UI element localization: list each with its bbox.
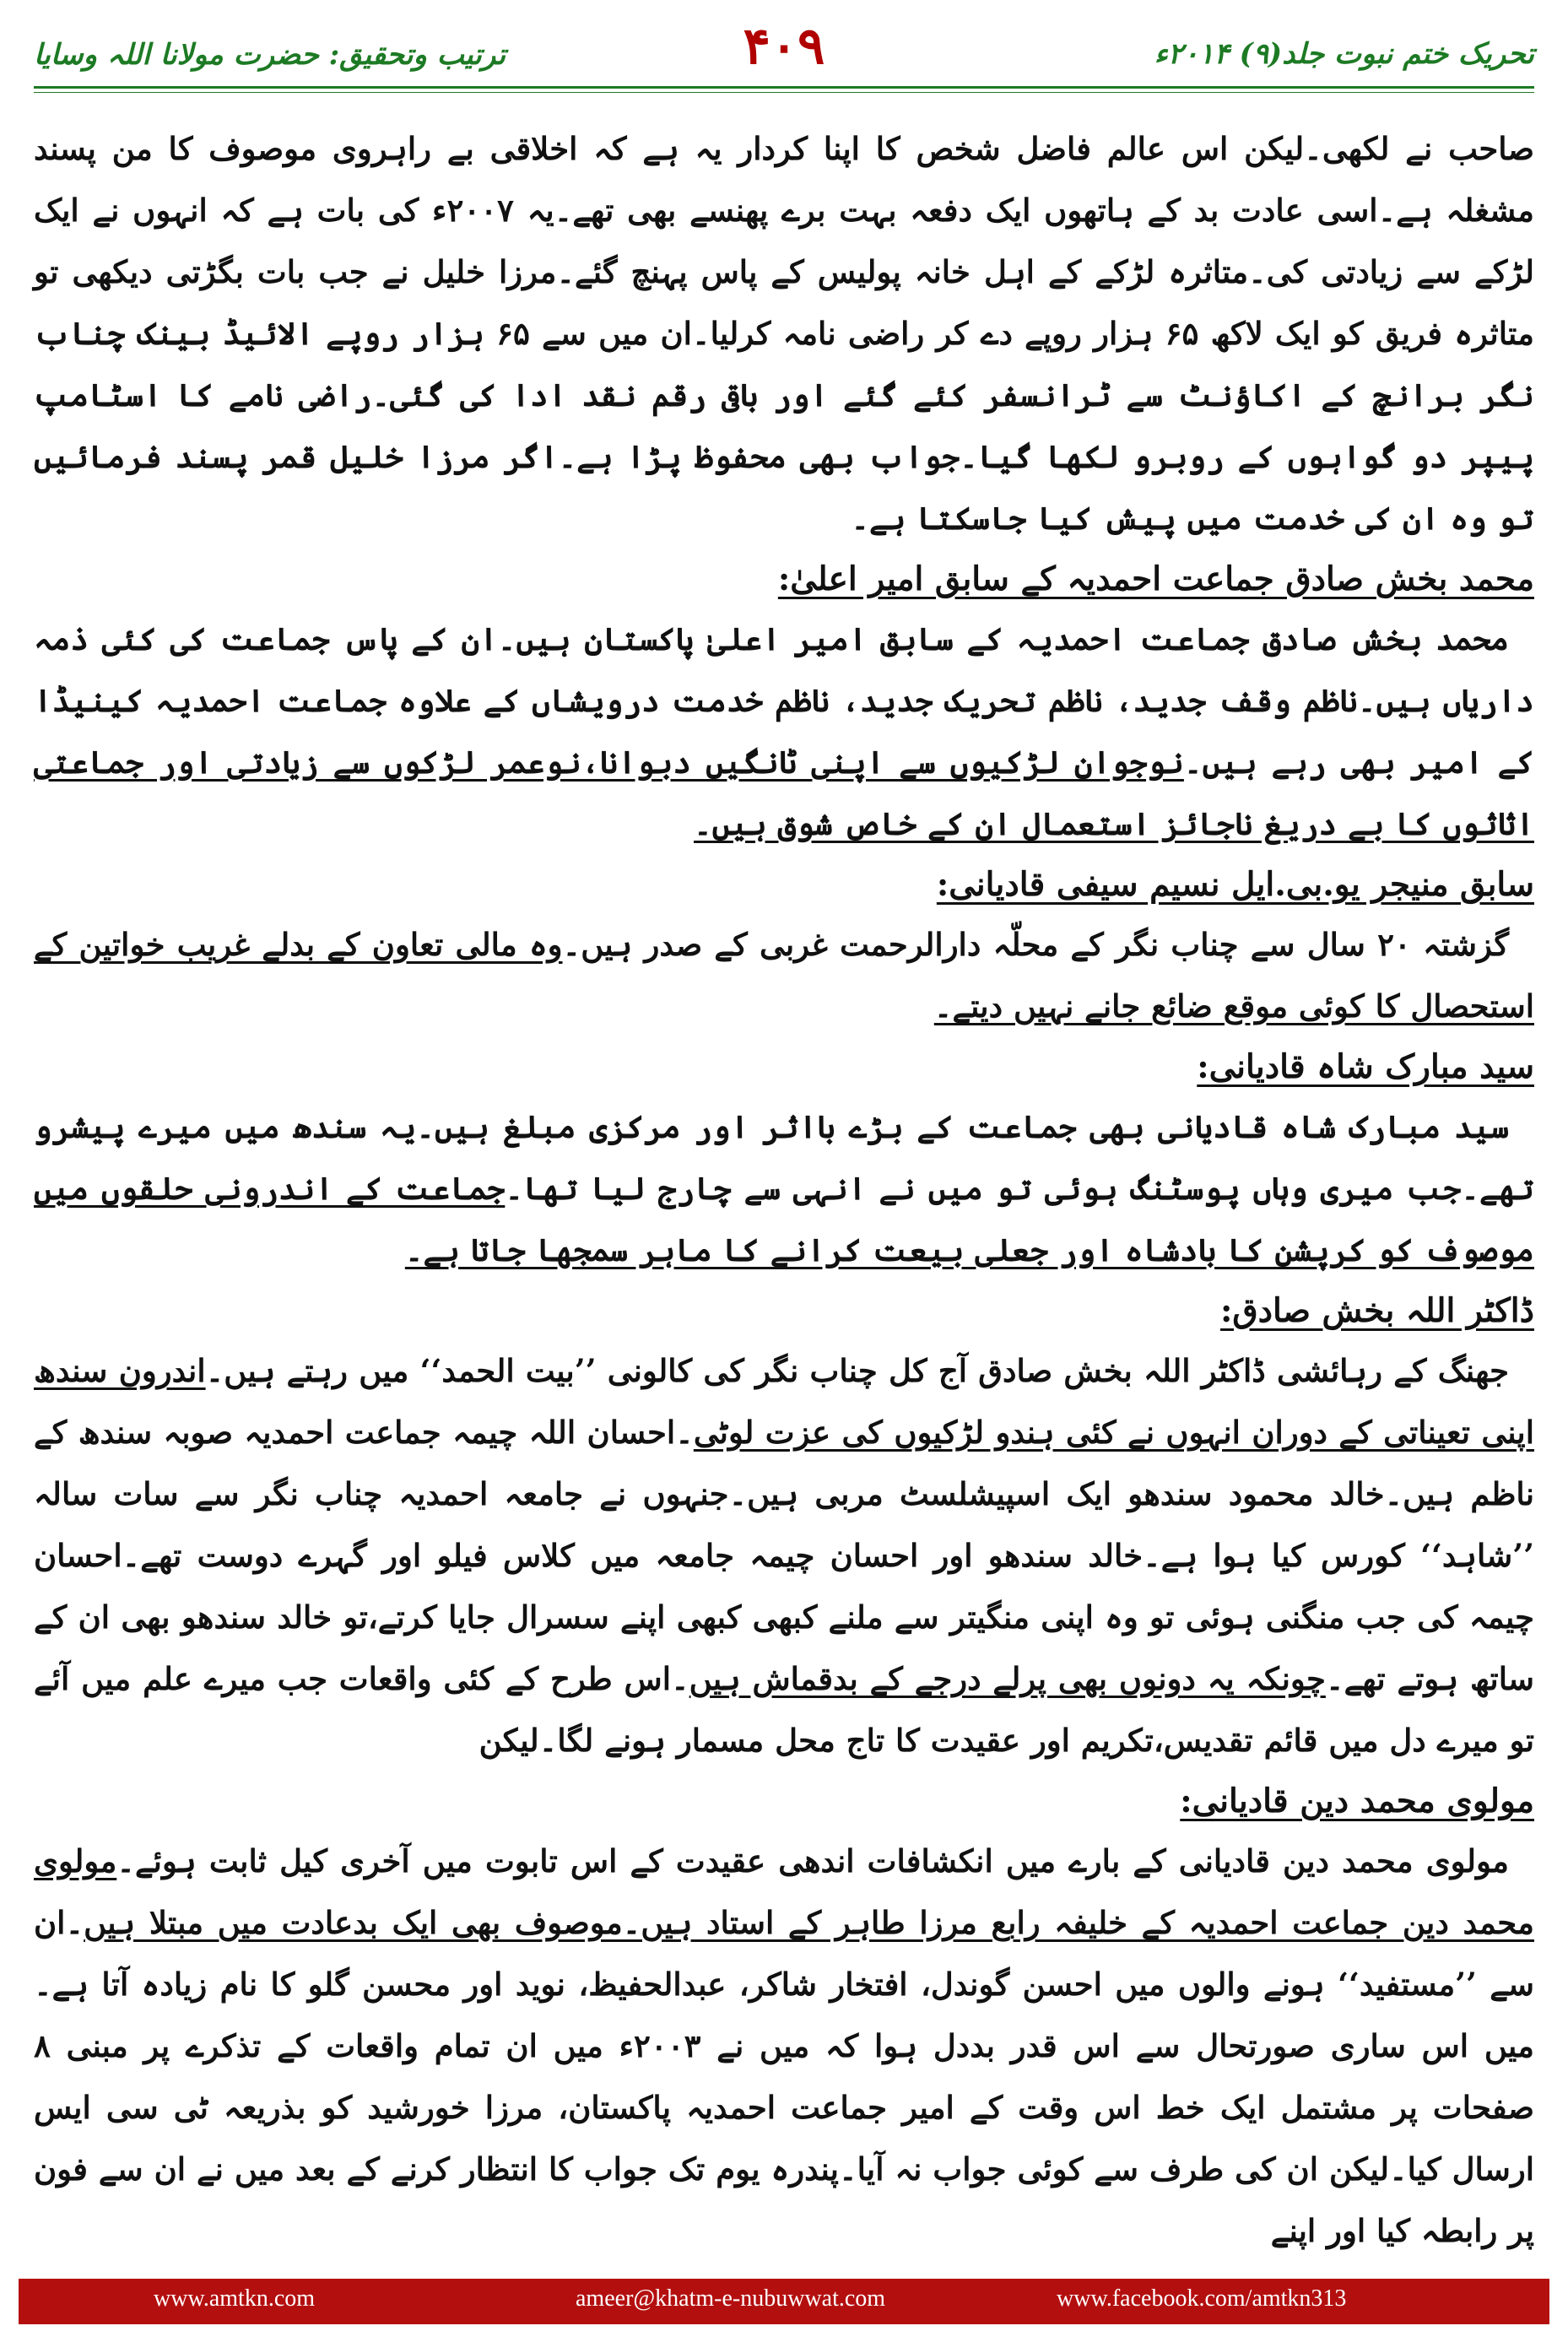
header-rule [34,86,1534,89]
section-heading: مولوی محمد دین قادیانی: [1180,1782,1534,1820]
paragraph [34,1831,1534,2262]
header-book-title: تحریک ختم نبوت جلد(۹) ۲۰۱۴ء [1154,37,1534,71]
paragraph-text: محمد بخش صادق جماعت احمدیہ کے سابق امیر اعلیٰ پاکستان ہیں۔ان کے پاس جماعت کی کئی ذمہ داریاں ہیں۔ناظم وقف جدید، ناظم تحریک جدید، ناظم خدمت درویشاں کے علاوہ جماعت احمدیہ کینیڈا کے امیر بھی رہے ہیں۔ [34,620,1534,781]
paragraph [34,1096,1534,1281]
paragraph [34,914,1534,1037]
paragraph-text: ۔ان سے ’’مستفید‘‘ ہونے والوں میں احسن گوندل، افتخار شاکر، عبدالحفیظ، نوید اور محسن گلو کا نام زیادہ آتا ہے۔میں اس ساری صورتحال سے اس قدر بددل ہوا کہ میں نے ۲۰۰۳ء میں ان تمام واقعات کے تذکرے پر مبنی ۸ صفحات پر مشتمل ایک خط اس وقت کے امیر جماعت احمدیہ پاکستان، مرزا خورشید کو بذریعہ ٹی سی ایس ارسال کیا۔لیکن ان کی طرف سے کوئی جواب نہ آیا۔پندرہ یوم تک جواب کا انتظار کرنے کے بعد میں نے ان سے فون پر رابطہ کیا اور اپنے [34,1904,1534,2249]
header-compiler-credit: ترتیب وتحقیق: حضرت مولانا اللہ وسایا [34,38,506,72]
page-header [0,0,1568,101]
page-footer [19,2279,1549,2324]
header-rule-thin [34,92,1534,93]
section-heading: محمد بخش صادق جماعت احمدیہ کے سابق امیر اعلیٰ: [777,560,1534,598]
footer-facebook-link[interactable]: www.facebook.com/amtkn313 [1057,2285,1347,2312]
underlined-text: اندرون سندھ اپنی تعیناتی کے دوران انہوں نے کئی ہندو لڑکیوں کی عزت لوٹی [34,1352,1534,1451]
paragraph-text: گزشتہ ۲۰ سال سے چناب نگر کے محلّہ دارالرحمت غربی کے صدر ہیں۔ [562,926,1510,963]
underlined-text: مولوی محمد دین جماعت احمدیہ کے خلیفہ رابع مرزا طاہر کے استاد ہیں۔موصوف بھی ایک بدعادت میں مبتلا ہیں [34,1842,1534,1941]
paragraph [34,1340,1534,1771]
paragraph-text: مولوی محمد دین قادیانی کے بارے میں انکشافات اندھی عقیدت کے اس تابوت میں آخری کیل ثابت ہوئے۔ [116,1842,1509,1880]
paragraph-text: ۔اس طرح کے کئی واقعات جب میرے علم میں آئے تو میرے دل میں قائم تقدیس،تکریم اور عقیدت کا تاج محل مسمار ہونے لگا۔لیکن [34,1660,1534,1759]
paragraph [34,118,1534,549]
section-heading: ڈاکٹر اللہ بخش صادق: [1219,1291,1534,1330]
page-number: ۴۰۹ [743,17,825,76]
section-heading: سابق منیجر یو.بی.ایل نسیم سیفی قادیانی: [936,865,1534,904]
paragraph-text: ۔احسان اللہ چیمہ جماعت احمدیہ صوبہ سندھ کے ناظم ہیں۔خالد محمود سندھو ایک اسپیشلسٹ مربی ہیں۔جنہوں نے جامعہ احمدیہ چناب نگر سے سات سالہ ’’شاہد‘‘ کورس کیا ہوا ہے۔خالد سندھو اور احسان چیمہ جامعہ میں کلاس فیلو اور گہرے دوست تھے۔احسان چیمہ کی جب منگنی ہوئی تو وہ اپنی منگیتر سے ملنے کبھی کبھی اپنے سسرال جایا کرتے،تو خالد سندھو بھی ان کے ساتھ ہوتے تھے۔ [34,1414,1534,1697]
paragraph-text: صاحب نے لکھی۔لیکن اس عالم فاضل شخص کا اپنا کردار یہ ہے کہ اخلاقی بے راہروی موصوف کا من پسند مشغلہ ہے۔اسی عادت بد کے ہاتھوں ایک دفعہ بہت برے پھنسے بھی تھے۔یہ ۲۰۰۷ء کی بات ہے کہ انہوں نے ایک لڑکے سے زیادتی کی۔متاثرہ لڑکے کے اہل خانہ پولیس کے پاس پہنچ گئے۔مرزا خلیل نے جب بات بگڑتی دیکھی تو متاثرہ فریق کو ایک لاکھ ۶۵ ہزار روپے دے کر راضی نامہ کرلیا۔ان میں سے ۶۵ ہزار روپے الائیڈ بینک چناب نگر برانچ کے اکاؤنٹ سے ٹرانسفر کئے گئے اور باقی رقم نقد ادا کی گئی۔راضی نامے کا اسٹامپ پیپر دو گواہوں کے روبرو لکھا گیا۔جواب بھی محفوظ پڑا ہے۔اگر مرزا خلیل قمر پسند فرمائیں تو وہ ان کی خدمت میں پیش کیا جاسکتا ہے۔ [34,130,1534,537]
underlined-text: چونکہ یہ دونوں بھی پرلے درجے کے بدقماش ہیں [689,1660,1326,1697]
footer-website-link[interactable]: www.amtkn.com [154,2285,316,2312]
paragraph-text: جھنگ کے رہائشی ڈاکٹر اللہ بخش صادق آج کل چناب نگر کی کالونی ’’بیت الحمد‘‘ میں رہتے ہیں۔ [205,1352,1509,1389]
paragraph-text: سید مبارک شاہ قادیانی بھی جماعت کے بڑے بااثر اور مرکزی مبلغ ہیں۔یہ سندھ میں میرے پیشرو تھے۔جب میری وہاں پوسٹنگ ہوئی تو میں نے انہی سے چارج لیا تھا۔ [34,1108,1534,1207]
section-heading: سید مبارک شاہ قادیانی: [1197,1047,1534,1086]
paragraph [34,608,1534,855]
footer-email-link[interactable]: ameer@khatm-e-nubuwwat.com [576,2285,886,2312]
underlined-text: جماعت کے اندرونی حلقوں میں موصوف کو کرپشن کا بادشاہ اور جعلی بیعت کرانے کا ماہر سمجھا جاتا ہے۔ [34,1170,1534,1268]
underlined-text: وہ مالی تعاون کے بدلے غریب خواتین کے استحصال کا کوئی موقع ضائع جانے نہیں دیتے۔ [34,926,1534,1025]
underlined-text: نوجوان لڑکیوں سے اپنی ٹانگیں دبوانا،نوعمر لڑکوں سے زیادتی اور جماعتی اثاثوں کا بے دریغ ناجائز استعمال ان کے خاص شوق ہیں۔ [34,744,1534,842]
article-body [34,118,1534,2262]
